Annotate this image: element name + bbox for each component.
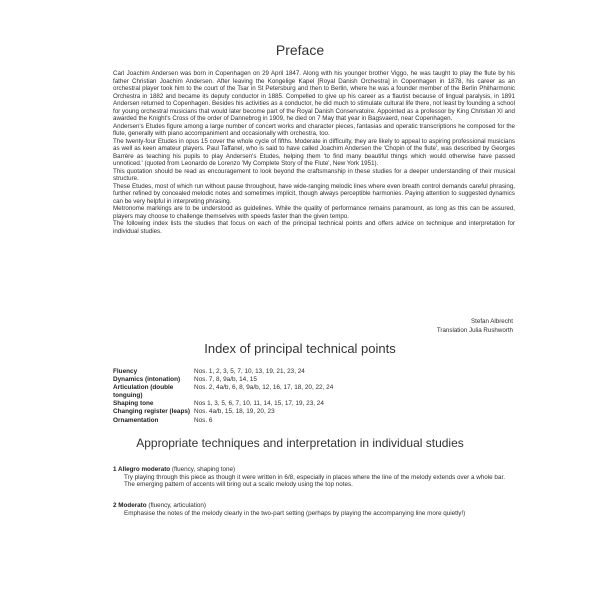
study-note: (fluency, articulation): [146, 502, 206, 509]
index-row: [113, 417, 515, 425]
index-value: Nos. 1, 2, 3, 5, 7, 10, 13, 19, 21, 23, 24: [194, 368, 305, 375]
index-row: [113, 400, 515, 408]
study-description: Emphasise the notes of the melody clearly in the two-part setting (perhaps by playing the accompanying line more quietly!): [124, 509, 466, 517]
index-value: Nos. 6: [194, 416, 213, 424]
index-row: [113, 376, 515, 384]
technical-points-index: [113, 368, 515, 425]
index-value: Nos 1, 3, 5, 6, 7, 10, 11, 14, 15, 17, 19, 23, 24: [194, 400, 324, 408]
index-label: Changing register (leaps): [113, 408, 191, 416]
index-row: [113, 408, 515, 416]
study-heading: 1 Allegro moderato: [113, 466, 171, 473]
study-note: (fluency, shaping tone): [170, 466, 236, 473]
study-heading-line: [113, 466, 515, 474]
preface-paragraph: These Etudes, most of which run without pause throughout, have wide-ranging melodic lines where even breath control demands careful phrasing, further refined by concealed melodic notes and sometimes implicit, though always perceptible harmonies. Paying attention to suggested dynamics can be very helpful in interpreting phrasing.: [113, 182, 515, 205]
study-entry: [113, 502, 515, 517]
index-label: Dynamics (intonation): [113, 376, 181, 384]
preface-paragraph: Metronome markings are to be understood as guidelines. While the quality of performance remains paramount, as long as this can be assured, players may choose to challenge themselves with speeds faster than the given tempo.: [113, 205, 515, 220]
study-entry: [113, 466, 515, 489]
study-description: Try playing through this piece as though it were written in 6/8, especially in places where the line of the melody extends over a whole bar. The emerging pattern of accents will bring out a scalic melody using the top notes.: [124, 473, 505, 489]
author-name: Stefan Albrecht: [471, 318, 513, 325]
index-title: Index of principal technical points: [204, 341, 396, 356]
index-label: Articulation (double tonguing): [113, 384, 174, 400]
preface-body: [113, 70, 515, 235]
preface-paragraph: The following index lists the studies that focus on each of the principal technical points and offers advice on technique and interpretation for individual studies.: [113, 220, 515, 235]
index-value: Nos. 2, 4a/b, 6, 8, 9a/b, 12, 16, 17, 18, 20, 22, 24: [194, 384, 334, 392]
techniques-title: Appropriate techniques and interpretation in individual studies: [136, 436, 464, 450]
study-heading-line: [113, 502, 515, 510]
preface-paragraph: Carl Joachim Andersen was born in Copenhagen on 29 April 1847. Along with his younger brother Viggo, he was taught to play the flute by his father Christian Joachim Andersen. After leaving the Kongelige Kapel [Royal Danish Orchestra] in Copenhagen in 1878, his career as an orchestral player took him to the court of the Tsar in St Petersburg and then to Berlin, where he was a founder member of the Berlin Philharmonic Orchestra in 1882 and became its deputy conductor in 1885. Compelled to give up his career as a flautist because of lingual paralysis, in 1891 Andersen returned to Copenhagen. Besides his activities as a conductor, he did much to stimulate cultural life there, not least by founding a school for young orchestral musicians that would later become part of the Royal Danish Conservatoire. Appointed as a professor by King Christian XI and awarded the Knight's Cross of the order of Dannebrog in 1909, he died on 7 May that year in Bagsvaerd, near Copenhagen.: [113, 70, 515, 122]
preface-paragraph: Andersen's Etudes figure among a large number of concert works and character pieces, fantasias and operatic transcriptions he composed for the flute, generally with piano accompaniment and occasionally with orchestra, too.: [113, 122, 515, 137]
index-row: [113, 368, 515, 376]
index-label: Ornamentation: [113, 416, 159, 424]
study-heading: 2 Moderato: [113, 502, 147, 509]
preface-paragraph: The twenty-four Etudes in opus 15 cover the whole cycle of fifths. Moderate in difficulty, they are likely to appeal to aspiring professional musicians as well as keen amateur players. Paul Taffanel, who is said to have called Joachim Andersen the 'Chopin of the flute', was described by Georges Barrère as teaching his pupils to play Andersen's Etudes, helping them 'to find many beautiful things which would otherwise have passed unnoticed.' (quoted from Leonardo de Lorenzo 'My Complete Story of the Flute', New York 1951).: [113, 137, 515, 167]
preface-title: Preface: [275, 42, 325, 58]
index-row: [113, 384, 515, 400]
preface-paragraph: This quotation should be read as encouragement to look beyond the craftsmanship in these studies for a deeper understanding of their musical structure.: [113, 167, 515, 182]
index-label: Shaping tone: [113, 400, 154, 408]
index-value: Nos. 4a/b, 15, 18, 19, 20, 23: [194, 408, 275, 416]
index-label: Fluency: [113, 368, 138, 375]
index-value: Nos. 7, 8, 9a/b, 14, 15: [194, 376, 257, 384]
translator-credit: Translation Julia Rushworth: [436, 327, 513, 334]
